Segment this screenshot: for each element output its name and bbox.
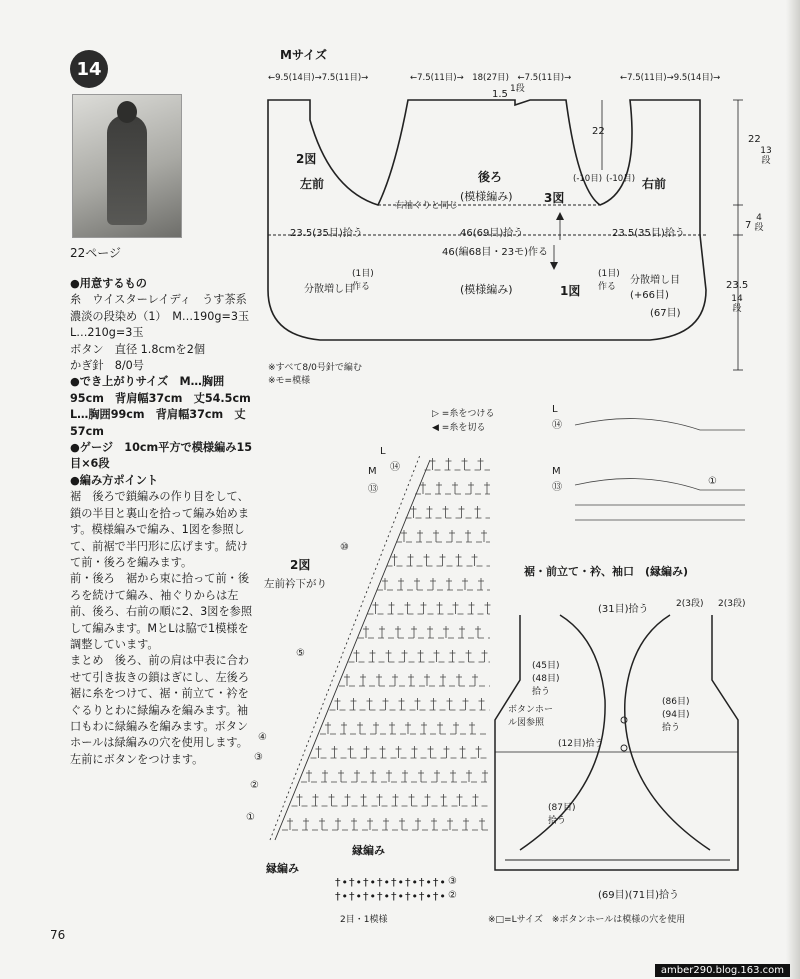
stitch-symbol xyxy=(414,578,420,590)
stitch-symbol xyxy=(456,674,462,686)
stitch-symbol xyxy=(479,698,485,710)
stitch-symbol xyxy=(449,530,455,542)
stitch-symbol xyxy=(481,530,487,542)
stitch-symbol xyxy=(420,482,426,494)
chart2-row-1: ① xyxy=(246,812,255,823)
left-front-label: 左前 xyxy=(300,177,325,191)
inc-left: 分散増し目 xyxy=(304,284,354,295)
chart2-size-L: L xyxy=(380,446,386,457)
stitch-symbol xyxy=(430,458,436,470)
stitch-symbol xyxy=(313,794,319,806)
height-7: 7 xyxy=(745,220,752,231)
stitch-symbol xyxy=(348,746,354,758)
stitch-symbol xyxy=(424,674,430,686)
height-235-rows: 14段 xyxy=(731,294,743,314)
stitch-symbol xyxy=(473,794,479,806)
finish-note: ※□=Lサイズ ※ボタンホールは模様の穴を使用 xyxy=(488,915,686,925)
stitch-symbol xyxy=(392,554,398,566)
stitch-symbol xyxy=(475,506,481,518)
stitch-symbol xyxy=(440,674,446,686)
stitch-symbol xyxy=(472,674,478,686)
stitch-symbol xyxy=(376,674,382,686)
stitch-symbol xyxy=(360,674,366,686)
chart2-row-4: ④ xyxy=(258,732,267,743)
stitch-symbol xyxy=(465,530,471,542)
stitch-symbol xyxy=(411,506,417,518)
minus10-a: (-10目) xyxy=(573,174,603,184)
stitch-symbol xyxy=(399,818,405,830)
edge-chart-repeat: 2目・1模様 xyxy=(340,915,388,925)
stitch-symbol xyxy=(450,770,456,782)
top-dim-left: ←9.5(14目)→7.5(11目)→ xyxy=(268,73,369,83)
stitch-symbol xyxy=(411,626,417,638)
stitch-symbol xyxy=(306,770,312,782)
stitch-symbol xyxy=(322,770,328,782)
small-chart-L: L xyxy=(552,404,558,415)
stitch-symbol xyxy=(344,674,350,686)
stitch-symbol xyxy=(459,506,465,518)
stitch-symbol xyxy=(424,554,430,566)
point-finish: まとめ 後ろ、前の肩は中表に合わせて引き抜きの鎖はぎにし、左後ろ裾に糸をつけて、裾・前立て・衿をぐるりとわに緑編みを編みます。袖口もわに緑編みを編みます。ボタンホールは緑編みの穴を使用します。左前にボタンをつけます。 xyxy=(70,654,250,766)
stitch-symbol xyxy=(466,770,472,782)
stitch-symbol xyxy=(437,722,443,734)
stitch-symbol xyxy=(415,698,421,710)
stitch-symbol xyxy=(485,602,491,614)
stitch-symbol xyxy=(393,794,399,806)
pattern-label-top: (模様編み) xyxy=(460,190,513,203)
make1-right: (1目)作る xyxy=(598,269,620,292)
stitch-67: (67目) xyxy=(650,308,681,319)
pattern-number: 14 xyxy=(76,58,102,80)
stitch-symbol xyxy=(402,650,408,662)
minus10-b: (-10目) xyxy=(606,174,636,184)
chart2-title: 2図 xyxy=(290,558,311,572)
height-22: 22 xyxy=(748,134,761,145)
stitch-symbol xyxy=(466,650,472,662)
stitch-symbol xyxy=(456,554,462,566)
stitch-symbol xyxy=(367,818,373,830)
hook-info: かぎ針 8/0号 xyxy=(70,359,144,373)
stitch-symbol xyxy=(399,698,405,710)
stitch-symbol xyxy=(475,626,481,638)
stitch-symbol xyxy=(453,602,459,614)
legend-attach: ▷ =糸をつける xyxy=(432,409,495,419)
chart2-subtitle: 左前衿下がり xyxy=(264,578,327,590)
top-dim-right: ←7.5(11目)→9.5(14目)→ xyxy=(620,73,721,83)
small-chart-r14: ⑭ xyxy=(552,420,562,431)
stitch-symbol xyxy=(338,770,344,782)
shoulder-dim: 1.5 xyxy=(492,89,508,100)
stitch-symbol xyxy=(335,818,341,830)
finish-rows-a: 2(3段) xyxy=(676,599,704,609)
point-body: 前・後ろ 裾から束に拾って前・後ろを続けて編み、袖ぐりからは左前、後ろ、右前の順に2、3図を参照して編みます。MとLは脇で1模様を調整しています。 xyxy=(70,572,253,651)
stitch-symbol xyxy=(479,818,485,830)
stitch-symbol xyxy=(427,626,433,638)
page-spine xyxy=(786,0,800,979)
chart2-row-10: ⑩ xyxy=(340,542,349,553)
chart2-row-14: ⑭ xyxy=(390,462,400,473)
stitch-symbol xyxy=(370,770,376,782)
fig2-label: 2図 xyxy=(296,152,317,166)
stitch-symbol xyxy=(373,722,379,734)
pattern-label-bottom: (模様編み) xyxy=(460,283,513,296)
stitch-symbol xyxy=(341,722,347,734)
stitch-symbol xyxy=(401,530,407,542)
stitch-symbol xyxy=(482,650,488,662)
stitch-symbol xyxy=(405,602,411,614)
stitch-symbol xyxy=(379,626,385,638)
stitch-symbol xyxy=(335,698,341,710)
stitch-symbol xyxy=(434,770,440,782)
stitch-symbol xyxy=(484,482,490,494)
finish-right-pick: (86目)(94目)拾う xyxy=(662,697,690,733)
stitch-symbol xyxy=(396,746,402,758)
stitch-symbol xyxy=(476,746,482,758)
stitch-symbol xyxy=(453,722,459,734)
height-7-rows: 4段 xyxy=(754,213,764,233)
stitch-symbol xyxy=(377,794,383,806)
schematic-outline xyxy=(268,100,706,340)
shoulder-rows: 1段 xyxy=(510,84,525,94)
points-heading: ●編み方ポイント xyxy=(70,473,159,487)
stitch-symbol xyxy=(361,794,367,806)
finish-left-pick: (45目)(48目)拾う xyxy=(532,661,560,697)
height-235: 23.5 xyxy=(726,280,749,291)
button-info: ボタン 直径 1.8cmを2個 xyxy=(70,342,206,356)
stitch-symbol xyxy=(332,746,338,758)
finish-pick-87: (87目)拾う xyxy=(548,803,576,826)
edge-chart-r2: ② xyxy=(448,890,457,901)
edge-chart-r3: ③ xyxy=(448,876,457,887)
stitch-symbol xyxy=(421,722,427,734)
stitch-symbol xyxy=(383,818,389,830)
legend-cut: ◀ =糸を切る xyxy=(432,423,486,433)
back-label: 後ろ xyxy=(478,170,503,184)
chart2-row-2: ② xyxy=(250,780,259,791)
stitch-symbol xyxy=(482,770,488,782)
stitch-symbol xyxy=(386,650,392,662)
stitch-symbol xyxy=(472,554,478,566)
stitch-symbol xyxy=(469,602,475,614)
chart2-edge-label: 縁編み xyxy=(266,862,299,875)
finish-pick-12: (12目)拾う xyxy=(558,739,604,749)
stitch-symbol xyxy=(462,458,468,470)
footer-url: amber290.blog.163.com xyxy=(655,964,790,977)
stitch-symbol xyxy=(319,818,325,830)
edge-chart-title: 縁編み xyxy=(352,844,385,857)
stitch-symbol xyxy=(450,650,456,662)
stitch-symbol xyxy=(389,602,395,614)
stitch-symbol xyxy=(437,602,443,614)
schematic-title: Mサイズ xyxy=(280,48,327,62)
stitch-symbol xyxy=(367,698,373,710)
stitch-symbol xyxy=(441,794,447,806)
stitch-symbol xyxy=(354,770,360,782)
stitch-symbol xyxy=(463,818,469,830)
stitch-symbol xyxy=(325,722,331,734)
stitch-symbol xyxy=(370,650,376,662)
fig1-label: 1図 xyxy=(560,284,581,298)
small-chart-r13: ⑬ xyxy=(552,482,562,493)
materials-heading: ●用意するもの xyxy=(70,277,147,290)
stitch-symbol xyxy=(430,578,436,590)
stitch-symbol xyxy=(421,602,427,614)
small-chart-r1: ① xyxy=(708,476,717,487)
gauge-info: ●ゲージ 10cm平方で模様編み15目×6段 xyxy=(70,441,253,471)
edge-chart-symbols-2: †•†•†•†•†•†•†•†• xyxy=(335,890,447,903)
stitch-symbol xyxy=(351,818,357,830)
small-chart-M: M xyxy=(552,466,561,477)
stitch-symbol xyxy=(478,578,484,590)
stitch-symbol xyxy=(402,770,408,782)
stitch-symbol xyxy=(425,794,431,806)
stitch-symbol xyxy=(417,530,423,542)
stitch-symbol xyxy=(443,626,449,638)
note-needles: ※すべて8/0号針で編む xyxy=(268,363,362,373)
page-reference: 22ページ xyxy=(70,246,122,260)
stitch-symbol xyxy=(446,578,452,590)
stitch-symbol xyxy=(433,530,439,542)
stitch-symbol xyxy=(395,626,401,638)
stitch-symbol xyxy=(409,794,415,806)
chart2-row-5: ⑤ xyxy=(296,648,305,659)
finish-outline xyxy=(495,615,738,870)
stitch-symbol xyxy=(447,818,453,830)
chart2-size-M: M xyxy=(368,466,377,477)
finish-buttonhole: ボタンホール図参照 xyxy=(508,705,554,728)
stitch-symbol xyxy=(329,794,335,806)
stitch-symbol xyxy=(405,722,411,734)
size-info: ●でき上がりサイズ M…胸囲95cm 背肩幅37cm 丈54.5cm L…胸囲99cm 背肩幅37cm 丈57cm xyxy=(70,375,262,438)
yarn-info: 糸 ウイスターレイディ うす茶系濃淡の段染め（1） M…190g=3玉 L…210g=3玉 xyxy=(70,293,261,340)
stitch-symbol xyxy=(427,506,433,518)
stitch-symbol xyxy=(297,794,303,806)
stitch-symbol xyxy=(418,770,424,782)
finish-title: 裾・前立て・衿、袖口 (縁編み) xyxy=(524,565,689,578)
make1-left: (1目)作る xyxy=(352,269,374,292)
height-22-rows: 13段 xyxy=(760,146,772,166)
stitch-symbol xyxy=(460,746,466,758)
left-pick: 23.5(35目)拾う xyxy=(290,228,363,239)
top-dim-mid: ←7.5(11目)→ 18(27目) ←7.5(11目)→ xyxy=(410,73,572,83)
finish-bottom: (69目)(71目)拾う xyxy=(598,890,680,901)
page-number: 76 xyxy=(50,928,66,942)
stitch-symbol xyxy=(469,722,475,734)
stitch-symbol xyxy=(398,578,404,590)
stitch-symbol xyxy=(357,722,363,734)
stitch-symbol xyxy=(431,818,437,830)
stitch-symbol xyxy=(364,746,370,758)
finish-top: (31目)拾う xyxy=(598,604,649,615)
stitch-symbol xyxy=(418,650,424,662)
stitch-symbol xyxy=(444,746,450,758)
stitch-symbol xyxy=(446,458,452,470)
mid-make: 46(編68目・23モ)作る xyxy=(442,247,548,258)
finish-rows-b: 2(3段) xyxy=(718,599,746,609)
stitch-symbol xyxy=(392,674,398,686)
stitch-symbol xyxy=(457,794,463,806)
stitch-symbol xyxy=(408,674,414,686)
stitch-symbol xyxy=(303,818,309,830)
stitch-symbol xyxy=(408,554,414,566)
stitch-symbol xyxy=(431,698,437,710)
right-pick: 23.5(35目)拾う xyxy=(612,228,685,239)
small-charts xyxy=(575,419,745,520)
stitch-symbol xyxy=(345,794,351,806)
chart2-row-3: ③ xyxy=(254,752,263,763)
stitch-symbol xyxy=(478,458,484,470)
stitch-symbol xyxy=(383,698,389,710)
note-mo: ※モ=模様 xyxy=(268,376,311,386)
stitch-symbol xyxy=(415,818,421,830)
stitch-symbol xyxy=(452,482,458,494)
stitch-symbol xyxy=(351,698,357,710)
right-front-label: 右前 xyxy=(642,177,667,191)
stitch-symbol xyxy=(373,602,379,614)
fig3-label: 3図 xyxy=(544,191,565,205)
stitch-symbol xyxy=(468,482,474,494)
inc-right: 分散増し目(+66目) xyxy=(630,275,680,301)
stitch-symbol xyxy=(389,722,395,734)
stitch-symbol xyxy=(316,746,322,758)
stitch-symbol xyxy=(380,746,386,758)
stitch-symbol xyxy=(434,650,440,662)
inner-h22: 22 xyxy=(592,126,605,137)
point-hem: 裾 後ろで鎖編みの作り目をして、鎖の半目と裏山を拾って編み始めます。模様編みで編み、1図を参照して、前裾で半円形に広げます。続けて前・後ろを編みます。 xyxy=(70,490,250,569)
stitch-symbol xyxy=(440,554,446,566)
stitch-symbol xyxy=(447,698,453,710)
stitch-symbol xyxy=(436,482,442,494)
edge-chart-symbols: †•†•†•†•†•†•†•†• xyxy=(335,876,447,889)
stitch-symbol xyxy=(354,650,360,662)
stitch-symbol xyxy=(459,626,465,638)
stitch-symbol xyxy=(443,506,449,518)
stitch-symbol xyxy=(428,746,434,758)
stitch-symbol xyxy=(386,770,392,782)
mid-pick: 46(69目)拾う xyxy=(460,228,524,239)
chart2-row-13: ⑬ xyxy=(368,484,378,495)
armhole-note: 右袖ぐりと同じ xyxy=(395,201,459,211)
stitch-symbol xyxy=(363,626,369,638)
stitch-symbol xyxy=(287,818,293,830)
stitch-symbol xyxy=(382,578,388,590)
stitch-symbol xyxy=(462,578,468,590)
stitch-symbol xyxy=(412,746,418,758)
stitch-symbol xyxy=(463,698,469,710)
